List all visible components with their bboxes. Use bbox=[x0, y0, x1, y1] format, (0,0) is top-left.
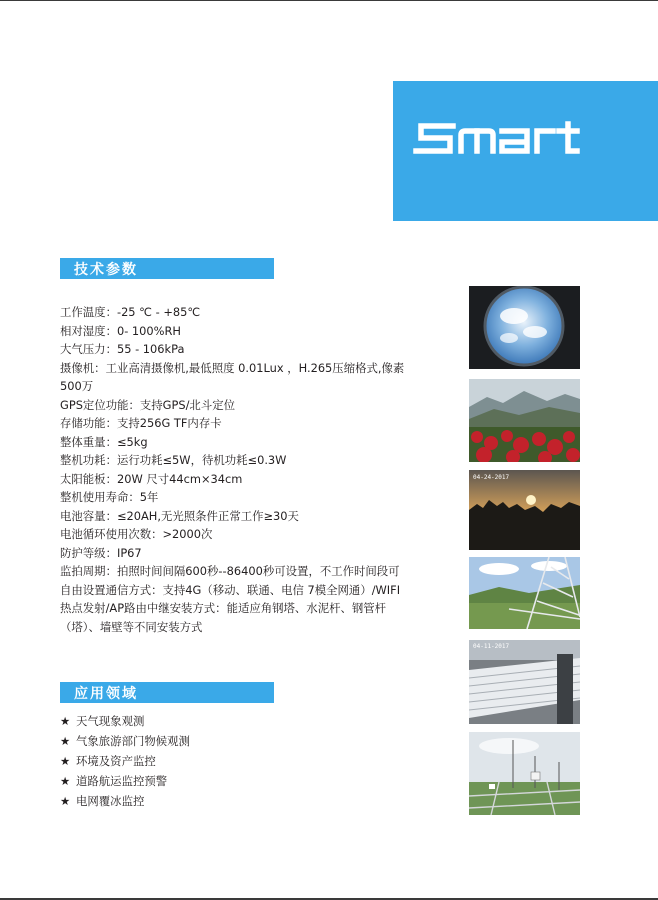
star-icon: ★ bbox=[60, 734, 71, 748]
applications-header bbox=[60, 682, 274, 703]
spec-storage: 存储功能：支持256G TF内存卡 bbox=[60, 416, 222, 430]
fisheye-sky-photo bbox=[469, 286, 580, 369]
svg-text:04-24-2017: 04-24-2017 bbox=[473, 474, 510, 481]
star-icon: ★ bbox=[60, 754, 71, 768]
spec-list bbox=[60, 303, 405, 636]
list-item: ★ 天气现象观测 bbox=[60, 711, 190, 731]
weather-station-photo bbox=[469, 732, 580, 815]
spec-battery-capacity: 电池容量：≤20AH,无光照条件正常工作≥30天 bbox=[60, 508, 299, 523]
snow-roof-photo bbox=[469, 640, 580, 724]
star-icon: ★ bbox=[60, 774, 71, 788]
spec-operating-temperature: 工作温度：-25 ℃ - +85℃ bbox=[60, 305, 201, 319]
mountain-flowers-photo bbox=[469, 379, 580, 462]
svg-text:04-11-2017: 04-11-2017 bbox=[473, 643, 510, 650]
tech-params-header bbox=[60, 258, 274, 279]
spec-relative-humidity: 相对湿度：0- 100%RH bbox=[60, 323, 181, 338]
list-item: ★ 气象旅游部门物候观测 bbox=[60, 731, 190, 751]
spec-solar-panel: 太阳能板：20W 尺寸44cm×34cm bbox=[60, 471, 243, 486]
brand-logo-block bbox=[393, 81, 658, 263]
tower-structure-photo bbox=[469, 557, 580, 629]
applications-title: 应用领域 bbox=[74, 686, 138, 702]
svg-text:赛玛智能: 赛玛智能 bbox=[488, 241, 582, 263]
star-icon: ★ bbox=[60, 714, 71, 728]
spec-capture-cycle: 监拍周期：拍照时间间隔600秒--86400秒可设置，不工作时间段可自由设置通信方式：支持4G（移动、联通、电信 7模全网通）/WIFI热点发射/AP路由中继安装方式：能适应角钢塔、水泥杆、钢管杆（塔）、墙壁等不同安装方式 bbox=[60, 564, 401, 634]
list-item: ★ 电网覆冰监控 bbox=[60, 791, 190, 811]
top-edge-line bbox=[0, 0, 658, 1]
list-item: ★ 环境及资产监控 bbox=[60, 751, 190, 771]
spec-gps: GPS定位功能：支持GPS/北斗定位 bbox=[60, 397, 235, 412]
sunset-forest-photo bbox=[469, 470, 580, 550]
spec-air-pressure: 大气压力：55 - 106kPa bbox=[60, 342, 185, 356]
spec-power-consumption: 整机功耗：运行功耗≤5W，待机功耗≤0.3W bbox=[60, 453, 287, 467]
spec-service-life: 整机使用寿命：5年 bbox=[60, 490, 159, 504]
spec-protection-level: 防护等级：IP67 bbox=[60, 545, 142, 560]
spec-weight: 整体重量：≤5kg bbox=[60, 434, 148, 449]
smart-logo-icon bbox=[393, 81, 658, 221]
application-list bbox=[60, 711, 190, 811]
spec-camera: 摄像机：工业高清摄像机,最低照度 0.01Lux ，H.265压缩格式,像素500万 bbox=[60, 360, 405, 393]
star-icon: ★ bbox=[60, 794, 71, 808]
list-item: ★ 道路航运监控预警 bbox=[60, 771, 190, 791]
spec-battery-cycles: 电池循环使用次数：>2000次 bbox=[60, 527, 213, 541]
tech-params-title: 技术参数 bbox=[74, 262, 138, 278]
